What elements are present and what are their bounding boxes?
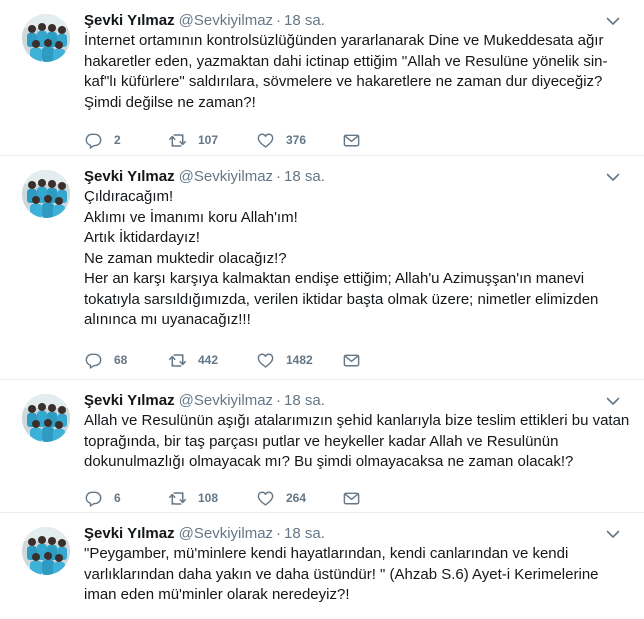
reply-count: 2 bbox=[114, 133, 121, 147]
tweet-text-line: Şimdi değilse ne zaman?! bbox=[84, 93, 256, 111]
tweet-actions bbox=[84, 130, 384, 150]
tweet-text-line: alınınca mı uyanacağız!!! bbox=[84, 311, 251, 328]
avatar-image bbox=[22, 14, 70, 62]
heart-icon bbox=[256, 131, 275, 150]
envelope-icon bbox=[342, 131, 361, 150]
tweet-actions bbox=[84, 488, 384, 508]
tweet[interactable] bbox=[0, 156, 644, 380]
retweet-button[interactable] bbox=[168, 488, 218, 508]
display-name[interactable]: Şevki Yılmaz bbox=[84, 12, 175, 29]
retweet-icon bbox=[168, 351, 187, 370]
retweet-count: 107 bbox=[198, 133, 219, 147]
tweet-text-line: toprağında, bir taş parçası putlar ve heykeller kadar Allah ve Resulünün bbox=[84, 432, 559, 450]
tweet-content bbox=[84, 167, 616, 331]
tweet-text-line: Her an karşı karşıya kalmaktan endişe ettiğim; Allah'u Azimuşşan'ın manevi bbox=[84, 270, 585, 287]
avatar[interactable] bbox=[22, 394, 70, 442]
tweet-text-line: Allah ve Resulünün aşığı atalarımızın şehid kanlarıyla bize teslim ettikleri bu vatan bbox=[84, 412, 630, 429]
retweet-count: 442 bbox=[198, 353, 219, 367]
envelope-icon bbox=[342, 351, 361, 370]
tweet-content bbox=[84, 11, 616, 113]
reply-button[interactable] bbox=[84, 350, 127, 370]
reply-icon bbox=[84, 351, 103, 370]
like-button[interactable] bbox=[256, 350, 313, 370]
timestamp[interactable]: 18 sa. bbox=[284, 392, 325, 409]
direct-message-button[interactable] bbox=[342, 350, 361, 370]
timestamp[interactable]: 18 sa. bbox=[284, 525, 325, 542]
like-button[interactable] bbox=[256, 488, 306, 508]
tweet-content bbox=[84, 524, 616, 606]
user-handle[interactable]: @Sevkiyilmaz bbox=[178, 392, 274, 409]
like-button[interactable] bbox=[256, 130, 306, 150]
tweet[interactable] bbox=[0, 513, 644, 619]
reply-icon bbox=[84, 131, 103, 150]
tweet-text-line: Artık İktidardayız! bbox=[84, 229, 200, 246]
tweet-text-line: tokatıyla sarsıldığımızda, verilen iktidar başta olmak üzere; nimetler elimizden bbox=[84, 290, 599, 308]
avatar[interactable] bbox=[22, 527, 70, 575]
tweet-text bbox=[84, 31, 616, 113]
avatar-image bbox=[22, 394, 70, 442]
chevron-down-icon[interactable] bbox=[604, 392, 622, 410]
display-name[interactable]: Şevki Yılmaz bbox=[84, 168, 175, 185]
chevron-down-icon[interactable] bbox=[604, 168, 622, 186]
tweet[interactable] bbox=[0, 0, 644, 156]
reply-icon bbox=[84, 489, 103, 508]
tweet-text-line: hakaretler eden, yazmaktan dahi ictinap ettiğim ''Allah ve Resulüne yönelik sin- bbox=[84, 52, 608, 70]
tweet-text-line: kaf"lı küfürlere" saldırılara, sövmelere ve hakaretlere ne zaman dur diyeceğiz? bbox=[84, 73, 603, 90]
tweet-header bbox=[84, 11, 616, 31]
retweet-icon bbox=[168, 131, 187, 150]
tweet[interactable] bbox=[0, 380, 644, 513]
tweet-text-line: Ne zaman muktedir olacağız!? bbox=[84, 249, 287, 267]
tweet-text bbox=[84, 187, 616, 331]
tweet-text-line: İnternet ortamının kontrolsüzlüğünden yararlanarak Dine ve Mukeddesata ağır bbox=[84, 32, 604, 49]
tweet-text-line: iman eden mü'minler olarak neredeyiz?! bbox=[84, 586, 350, 603]
tweet-text bbox=[84, 544, 616, 606]
tweet-text-line: varlıklarından daha yakın ve daha üstündür! " (Ahzab S.6) Ayet-i Kerimelerine bbox=[84, 565, 599, 583]
retweet-button[interactable] bbox=[168, 350, 218, 370]
chevron-down-icon[interactable] bbox=[604, 525, 622, 543]
tweet-content bbox=[84, 391, 630, 473]
reply-count: 68 bbox=[114, 353, 128, 367]
avatar-image bbox=[22, 527, 70, 575]
separator-dot: · bbox=[276, 12, 282, 29]
tweet-text-line: Çıldıracağım! bbox=[84, 188, 174, 205]
heart-icon bbox=[256, 489, 275, 508]
timestamp[interactable]: 18 sa. bbox=[284, 12, 325, 29]
user-handle[interactable]: @Sevkiyilmaz bbox=[178, 525, 274, 542]
avatar-image bbox=[22, 170, 70, 218]
tweet-actions bbox=[84, 350, 384, 370]
separator-dot: · bbox=[276, 168, 282, 185]
display-name[interactable]: Şevki Yılmaz bbox=[84, 392, 175, 409]
timestamp[interactable]: 18 sa. bbox=[284, 168, 325, 185]
like-count: 1482 bbox=[286, 353, 313, 367]
retweet-count: 108 bbox=[198, 491, 219, 505]
retweet-icon bbox=[168, 489, 187, 508]
heart-icon bbox=[256, 351, 275, 370]
reply-count: 6 bbox=[114, 491, 121, 505]
display-name[interactable]: Şevki Yılmaz bbox=[84, 525, 175, 542]
tweet-text-line: dokunulmazlığı olmayacak mı? Bu şimdi olmayacaksa ne zaman olacak!? bbox=[84, 453, 574, 470]
tweet-text-line: "Peygamber, mü'minlere kendi hayatlarından, kendi canlarından ve kendi bbox=[84, 545, 569, 562]
tweet-text bbox=[84, 411, 630, 473]
tweet-text-line: Aklımı ve İmanımı koru Allah'ım! bbox=[84, 208, 298, 226]
avatar[interactable] bbox=[22, 14, 70, 62]
chevron-down-icon[interactable] bbox=[604, 12, 622, 30]
separator-dot: · bbox=[276, 392, 282, 409]
reply-button[interactable] bbox=[84, 488, 121, 508]
user-handle[interactable]: @Sevkiyilmaz bbox=[178, 12, 274, 29]
envelope-icon bbox=[342, 489, 361, 508]
tweet-header bbox=[84, 391, 616, 411]
retweet-button[interactable] bbox=[168, 130, 218, 150]
tweet-header bbox=[84, 524, 616, 544]
direct-message-button[interactable] bbox=[342, 130, 361, 150]
avatar[interactable] bbox=[22, 170, 70, 218]
user-handle[interactable]: @Sevkiyilmaz bbox=[178, 168, 274, 185]
tweet-header bbox=[84, 167, 616, 187]
like-count: 264 bbox=[286, 491, 307, 505]
separator-dot: · bbox=[276, 525, 282, 542]
like-count: 376 bbox=[286, 133, 307, 147]
reply-button[interactable] bbox=[84, 130, 121, 150]
direct-message-button[interactable] bbox=[342, 488, 361, 508]
